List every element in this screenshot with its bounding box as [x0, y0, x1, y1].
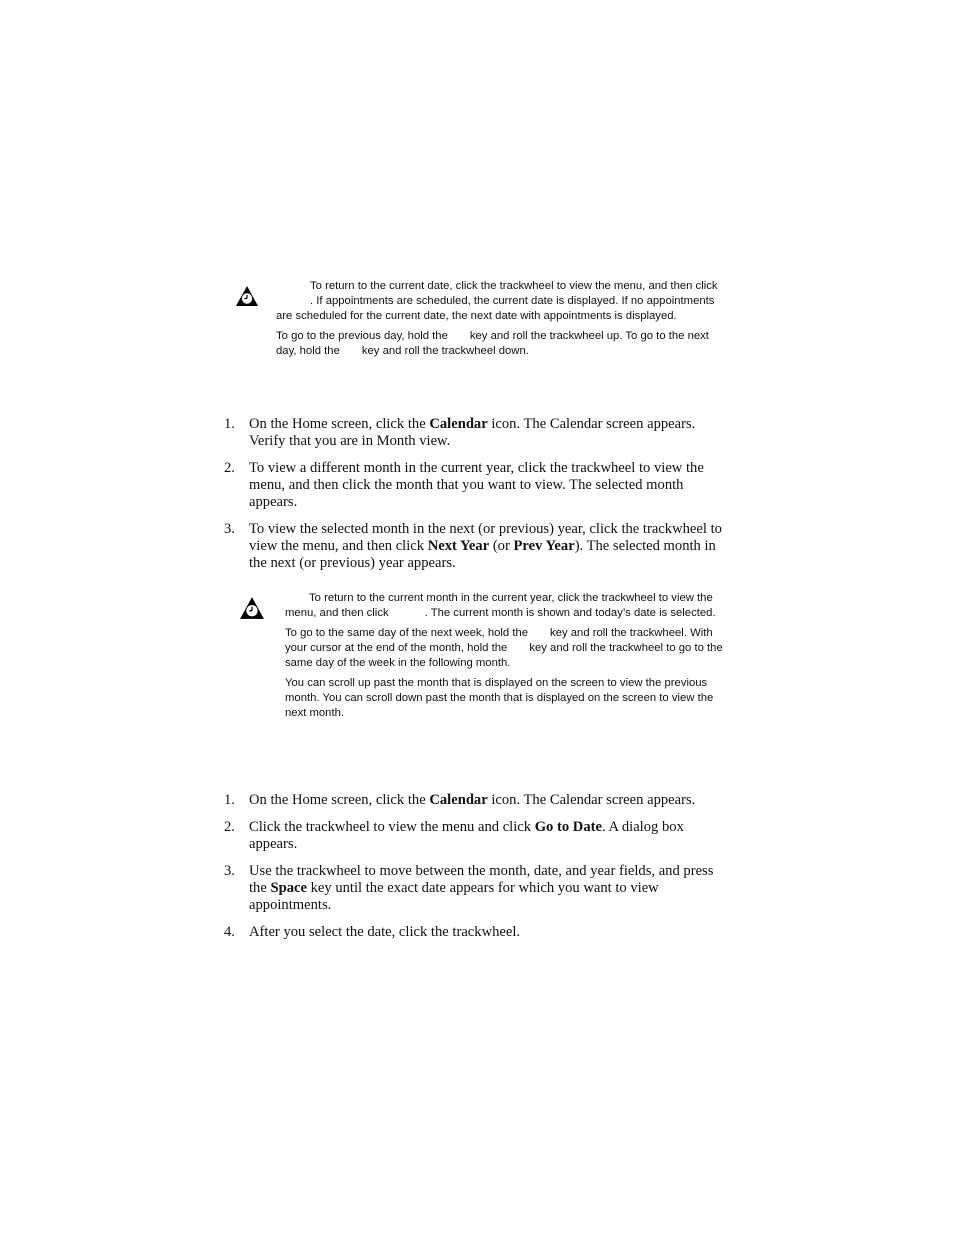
list-item: 3. Use the trackwheel to move between the month, date, and year fields, and press the Space key until the exact date appears for which you want to view appointments.: [224, 863, 714, 913]
note-block-1: [276, 279, 731, 364]
note1-p2-c: key and roll the trackwheel down.: [361, 345, 529, 357]
note2-p1-b: . The current month is shown and today’s date is selected.: [424, 607, 716, 619]
note-block-2: [285, 591, 731, 726]
note2-p2-a: To go to the same day of the next week, hold the: [285, 627, 529, 639]
list-item: 1. On the Home screen, click the Calendar icon. The Calendar screen appears.: [224, 792, 696, 808]
list-item: 3. To view the selected month in the next (or previous) year, click the trackwheel to view the menu, and then click Next Year (or Prev Year). The selected month in the next (or previous) year appears.: [224, 521, 722, 571]
list-item: 1. On the Home screen, click the Calendar icon. The Calendar screen appears. Verify that you are in Month view.: [224, 416, 696, 449]
note1-p2-b: key and roll the trackwheel up. To go to the next day, hold the: [276, 330, 709, 357]
note2-p1-a: To return to the current month in the current year, click the trackwheel to view the menu, and then click: [285, 592, 713, 619]
note1-line2: . If appointments are scheduled, the current date is displayed. If no appointments are scheduled for the current date, the next date with appointments is displayed.: [276, 295, 715, 322]
go-to-date-steps: [224, 792, 734, 951]
clock-note-icon: [235, 285, 259, 307]
note1-p2-a: To go to the previous day, hold the: [276, 330, 448, 342]
note2-p3: You can scroll up past the month that is displayed on the screen to view the previous month. You can scroll down past the month that is displayed on the screen to view the next month.: [285, 677, 714, 719]
clock-note-icon: [239, 596, 265, 620]
note1-line1: To return to the current date, click the trackwheel to view the menu, and then click: [310, 280, 718, 292]
note2-p2-c: key and roll the trackwheel to go to the same day of the week in the following month.: [285, 642, 723, 669]
list-item: 2. To view a different month in the current year, click the trackwheel to view the menu, and then click the month that you want to view. The selected month appears.: [224, 460, 704, 510]
list-item: 2. Click the trackwheel to view the menu and click Go to Date. A dialog box appears.: [224, 819, 684, 852]
list-item: 4. After you select the date, click the trackwheel.: [224, 924, 521, 940]
month-view-steps: [224, 416, 734, 582]
note2-p2-b: key and roll the trackwheel. With your cursor at the end of the month, hold the: [285, 627, 713, 654]
